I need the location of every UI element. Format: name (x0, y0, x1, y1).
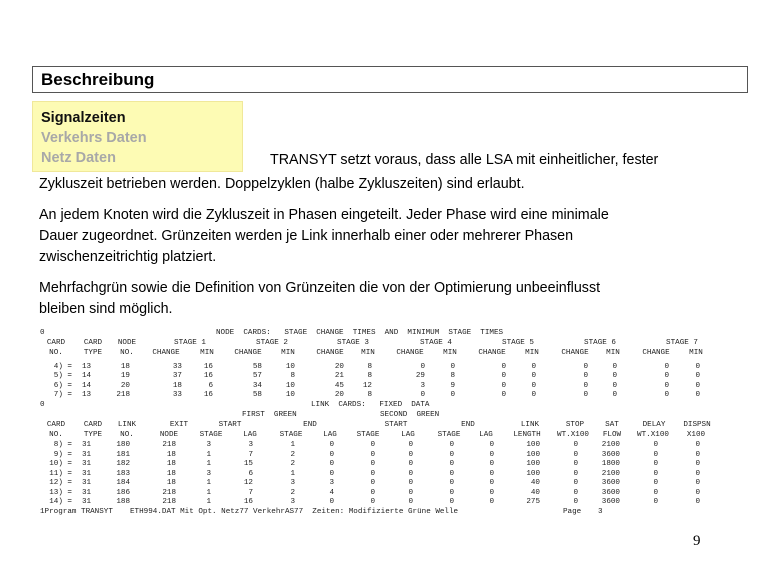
link-cell: 0 (370, 489, 375, 497)
link-cell: 18 (166, 479, 176, 487)
link-cell: 188 (116, 498, 130, 506)
node-col-header: NO. (49, 349, 63, 357)
link-col-header: NO. (120, 431, 134, 439)
node-cell: 6 (208, 382, 213, 390)
node-cell: 16 (203, 391, 213, 399)
link-cell: 7 (248, 451, 253, 459)
node-cell: 8 (450, 372, 455, 380)
section-title-box (32, 66, 748, 93)
link-cell: 186 (116, 489, 130, 497)
node-col-header: MIN (443, 349, 457, 357)
link-col-header: DISPSN (683, 421, 711, 429)
link-cell: 0 (329, 460, 334, 468)
link-col-header: STAGE (199, 431, 223, 439)
link-cell: 15 (243, 460, 253, 468)
node-col-header: CHANGE (396, 349, 424, 357)
stage-group-header: STAGE 7 (666, 339, 698, 347)
node-cell: 0 (583, 391, 588, 399)
body-line: An jedem Knoten wird die Zykluszeit in Phasen eingeteilt. Jeder Phase wird eine minimale (39, 207, 609, 223)
link-cell: 0 (573, 451, 578, 459)
link-col-header: STAGE (356, 431, 380, 439)
node-cards-title: NODE CARDS: STAGE CHANGE TIMES AND MINIMUM STAGE TIMES (216, 329, 504, 337)
link-cell: 0 (653, 479, 658, 487)
link-cell: 0 (370, 498, 375, 506)
link-cell: 3600 (601, 498, 620, 506)
link-cell: 0 (695, 470, 700, 478)
link-cell: 0 (408, 498, 413, 506)
node-cell: 0 (531, 391, 536, 399)
node-cell: 0 (501, 372, 506, 380)
body-line: Zykluszeit betrieben werden. Doppelzyklen (halbe Zykluszeiten) sind erlaubt. (39, 176, 525, 192)
node-cell: 18 (120, 363, 130, 371)
link-cell: 8) = (53, 441, 72, 449)
link-col-header: WT.X100 (637, 431, 669, 439)
node-cell: 218 (116, 391, 130, 399)
link-cell: 3600 (601, 451, 620, 459)
link-cell: 2 (290, 451, 295, 459)
nav-item-signalzeiten[interactable]: Signalzeiten (41, 110, 126, 126)
node-cell: 0 (664, 372, 669, 380)
node-cell: 0 (612, 391, 617, 399)
link-cell: 100 (526, 441, 540, 449)
link-cell: 0 (329, 470, 334, 478)
link-cell: 0 (449, 498, 454, 506)
node-cell: 7) = (53, 391, 72, 399)
node-cell: 0 (664, 391, 669, 399)
node-col-header: TYPE (83, 349, 103, 357)
node-col-header: MIN (606, 349, 620, 357)
link-col-header: NO. (49, 431, 63, 439)
node-cell: 18 (172, 382, 182, 390)
node-cell: 58 (252, 391, 262, 399)
link-cell: 1 (206, 451, 211, 459)
footer-page-value: 3 (598, 508, 603, 516)
link-cell: 0 (449, 470, 454, 478)
node-cell: 33 (172, 363, 182, 371)
node-col-header: CHANGE (316, 349, 344, 357)
link-cell: 31 (82, 498, 92, 506)
node-cell: 0 (695, 363, 700, 371)
link-cell: 0 (329, 441, 334, 449)
node-col-header: CARD (46, 339, 66, 347)
link-cell: 0 (449, 451, 454, 459)
node-cell: 0 (501, 382, 506, 390)
link-cell: 184 (116, 479, 130, 487)
link-cell: 0 (573, 441, 578, 449)
link-cell: 0 (573, 489, 578, 497)
link-cards-title: LINK CARDS: FIXED DATA (311, 401, 430, 409)
link-cell: 3600 (601, 479, 620, 487)
link-cell: 275 (526, 498, 540, 506)
link-cell: 0 (653, 441, 658, 449)
link-col-header: LAG (479, 431, 493, 439)
link-col-header: END (303, 421, 317, 429)
link-cell: 3 (290, 498, 295, 506)
link-cell: 218 (162, 441, 176, 449)
link-col-header: LINK (117, 421, 137, 429)
node-cell: 0 (501, 391, 506, 399)
link-cell: 31 (82, 451, 92, 459)
link-cell: 0 (329, 498, 334, 506)
body-line: Mehrfachgrün sowie die Definition von Grünzeiten die von der Optimierung unbeeinflusst (39, 280, 601, 296)
node-cell: 13 (82, 363, 92, 371)
node-cell: 0 (450, 363, 455, 371)
link-cell: 1 (206, 479, 211, 487)
link-col-header: START (218, 421, 242, 429)
node-cell: 0 (583, 363, 588, 371)
link-cell: 2 (290, 489, 295, 497)
link-cell: 0 (653, 498, 658, 506)
link-cell: 1800 (601, 460, 620, 468)
node-cell: 10 (285, 391, 295, 399)
node-cell: 4) = (53, 363, 72, 371)
link-cell: 100 (526, 451, 540, 459)
node-cell: 21 (334, 372, 344, 380)
link-cell: 0 (489, 470, 494, 478)
node-cell: 0 (450, 391, 455, 399)
link-cell: 0 (489, 441, 494, 449)
link-cell: 0 (370, 441, 375, 449)
link-cell: 0 (449, 441, 454, 449)
link-cell: 9) = (53, 451, 72, 459)
stage-group-header: STAGE 4 (420, 339, 452, 347)
link-cell: 31 (82, 479, 92, 487)
node-cell: 16 (203, 363, 213, 371)
node-cell: 0 (420, 391, 425, 399)
node-cell: 0 (695, 382, 700, 390)
link-cell: 0 (695, 489, 700, 497)
link-cell: 3 (206, 441, 211, 449)
nav-item-netz-daten[interactable]: Netz Daten (41, 150, 116, 166)
node-cell: 57 (252, 372, 262, 380)
link-cell: 3600 (601, 489, 620, 497)
second-green-header: SECOND GREEN (380, 411, 440, 419)
node-cell: 45 (334, 382, 344, 390)
node-cell: 20 (120, 382, 130, 390)
node-col-header: CHANGE (642, 349, 670, 357)
link-cell: 18 (166, 460, 176, 468)
link-marker: 0 (40, 401, 45, 409)
stage-group-header: STAGE 2 (256, 339, 288, 347)
link-cell: 0 (449, 460, 454, 468)
stage-group-header: STAGE 6 (584, 339, 616, 347)
node-cell: 0 (583, 382, 588, 390)
link-cell: 1 (206, 489, 211, 497)
link-cell: 3 (248, 441, 253, 449)
link-col-header: DELAY (642, 421, 666, 429)
node-col-header: MIN (361, 349, 375, 357)
link-cell: 0 (695, 479, 700, 487)
link-cell: 0 (573, 498, 578, 506)
node-cell: 0 (531, 372, 536, 380)
node-cell: 0 (501, 363, 506, 371)
link-cell: 100 (526, 460, 540, 468)
node-cell: 0 (583, 372, 588, 380)
link-cell: 0 (573, 470, 578, 478)
link-cell: 13) = (49, 489, 72, 497)
node-cell: 37 (172, 372, 182, 380)
link-col-header: STAGE (437, 431, 461, 439)
node-cell: 58 (252, 363, 262, 371)
link-col-header: WT.X100 (557, 431, 589, 439)
link-col-header: STAGE (279, 431, 303, 439)
first-green-header: FIRST GREEN (242, 411, 297, 419)
link-cell: 3 (206, 470, 211, 478)
node-marker: 0 (40, 329, 45, 337)
link-col-header: LAG (401, 431, 415, 439)
node-cell: 16 (203, 372, 213, 380)
link-cell: 2100 (601, 470, 620, 478)
body-line: bleiben sind möglich. (39, 301, 173, 317)
link-cell: 11) = (49, 470, 72, 478)
link-cell: 1 (206, 460, 211, 468)
slide-number: 9 (693, 533, 701, 549)
link-cell: 0 (449, 489, 454, 497)
node-col-header: MIN (281, 349, 295, 357)
link-cell: 0 (489, 451, 494, 459)
link-col-header: CARD (46, 421, 66, 429)
link-cell: 0 (408, 470, 413, 478)
link-cell: 0 (489, 489, 494, 497)
node-cell: 8 (367, 372, 372, 380)
link-cell: 1 (206, 498, 211, 506)
link-cell: 7 (248, 489, 253, 497)
node-cell: 0 (664, 382, 669, 390)
node-col-header: CHANGE (561, 349, 589, 357)
node-cell: 0 (531, 363, 536, 371)
stage-group-header: STAGE 3 (337, 339, 369, 347)
node-cell: 8 (367, 363, 372, 371)
link-cell: 0 (653, 470, 658, 478)
link-cell: 0 (408, 441, 413, 449)
node-cell: 29 (415, 372, 425, 380)
link-cell: 0 (695, 498, 700, 506)
node-cell: 3 (420, 382, 425, 390)
link-cell: 4 (329, 489, 334, 497)
link-cell: 180 (116, 441, 130, 449)
link-cell: 10) = (49, 460, 72, 468)
link-cell: 0 (329, 451, 334, 459)
node-col-header: CHANGE (234, 349, 262, 357)
link-col-header: X100 (686, 431, 706, 439)
link-cell: 0 (573, 479, 578, 487)
body-line: zwischenzeitrichtig platziert. (39, 249, 217, 265)
link-cell: 31 (82, 441, 92, 449)
link-col-header: LENGTH (513, 431, 541, 439)
link-cell: 0 (370, 451, 375, 459)
node-cell: 14 (82, 382, 92, 390)
link-cell: 6 (248, 470, 253, 478)
link-cell: 181 (116, 451, 130, 459)
node-cell: 0 (420, 363, 425, 371)
link-cell: 0 (408, 451, 413, 459)
link-cell: 100 (526, 470, 540, 478)
node-cell: 19 (120, 372, 130, 380)
link-cell: 31 (82, 489, 92, 497)
link-cell: 0 (695, 460, 700, 468)
link-cell: 1 (290, 470, 295, 478)
link-col-header: FLOW (602, 431, 622, 439)
link-cell: 12) = (49, 479, 72, 487)
link-col-header: LAG (243, 431, 257, 439)
footer-page-label: Page (563, 508, 582, 516)
link-col-header: EXIT (169, 421, 189, 429)
node-cell: 0 (664, 363, 669, 371)
body-line: Dauer zugeordnet. Grünzeiten werden je Link innerhalb einer oder mehrerer Phasen (39, 228, 574, 244)
node-cell: 6) = (53, 382, 72, 390)
node-cell: 10 (285, 382, 295, 390)
topic-nav (32, 101, 243, 172)
link-col-header: NODE (159, 431, 179, 439)
link-cell: 31 (82, 460, 92, 468)
node-cell: 33 (172, 391, 182, 399)
link-cell: 3 (290, 479, 295, 487)
link-cell: 12 (243, 479, 253, 487)
node-cell: 0 (531, 382, 536, 390)
link-col-header: LINK (520, 421, 540, 429)
link-col-header: SAT (605, 421, 619, 429)
node-col-header: MIN (689, 349, 703, 357)
link-cell: 0 (489, 498, 494, 506)
node-cell: 10 (285, 363, 295, 371)
link-cell: 0 (653, 451, 658, 459)
node-cell: 0 (612, 372, 617, 380)
link-cell: 0 (408, 460, 413, 468)
link-col-header: STOP (565, 421, 585, 429)
link-cell: 1 (290, 441, 295, 449)
link-col-header: START (384, 421, 408, 429)
link-cell: 14) = (49, 498, 72, 506)
node-cell: 5) = (53, 372, 72, 380)
link-cell: 183 (116, 470, 130, 478)
link-cell: 2 (290, 460, 295, 468)
link-cell: 40 (530, 479, 540, 487)
link-cell: 0 (489, 460, 494, 468)
link-cell: 3 (329, 479, 334, 487)
node-cell: 8 (290, 372, 295, 380)
node-cell: 20 (334, 363, 344, 371)
node-col-header: MIN (525, 349, 539, 357)
link-cell: 16 (243, 498, 253, 506)
body-line: TRANSYT setzt voraus, dass alle LSA mit einheitlicher, fester (270, 152, 659, 168)
link-cell: 31 (82, 470, 92, 478)
link-cell: 0 (489, 479, 494, 487)
link-cell: 0 (370, 479, 375, 487)
node-cell: 8 (367, 391, 372, 399)
link-cell: 2100 (601, 441, 620, 449)
node-cell: 34 (252, 382, 262, 390)
link-cell: 0 (449, 479, 454, 487)
link-cell: 0 (695, 451, 700, 459)
node-cell: 0 (612, 382, 617, 390)
node-cell: 14 (82, 372, 92, 380)
node-cell: 0 (695, 391, 700, 399)
link-col-header: END (461, 421, 475, 429)
link-cell: 218 (162, 498, 176, 506)
link-cell: 218 (162, 489, 176, 497)
node-cell: 12 (362, 382, 372, 390)
link-cell: 0 (653, 489, 658, 497)
link-cell: 0 (370, 470, 375, 478)
node-col-header: NODE (117, 339, 137, 347)
node-cell: 9 (450, 382, 455, 390)
link-col-header: TYPE (83, 431, 103, 439)
node-col-header: CARD (83, 339, 103, 347)
node-col-header: MIN (200, 349, 214, 357)
node-cell: 0 (612, 363, 617, 371)
link-cell: 0 (695, 441, 700, 449)
link-col-header: CARD (83, 421, 103, 429)
stage-group-header: STAGE 1 (174, 339, 206, 347)
section-title: Beschreibung (41, 70, 155, 89)
stage-group-header: STAGE 5 (502, 339, 534, 347)
link-col-header: LAG (323, 431, 337, 439)
link-cell: 0 (653, 460, 658, 468)
node-cell: 13 (82, 391, 92, 399)
node-col-header: CHANGE (478, 349, 506, 357)
link-cell: 18 (166, 470, 176, 478)
link-cell: 182 (116, 460, 130, 468)
link-cell: 0 (370, 460, 375, 468)
nav-item-verkehrs-daten[interactable]: Verkehrs Daten (41, 130, 147, 146)
node-col-header: CHANGE (152, 349, 180, 357)
node-cell: 0 (695, 372, 700, 380)
footer-description: ETH994.DAT Mit Opt. Netz77 VerkehrAS77 Zeiten: Modifizierte Grüne Welle (130, 508, 459, 516)
link-cell: 0 (573, 460, 578, 468)
link-cell: 40 (530, 489, 540, 497)
footer-program: 1Program TRANSYT (40, 508, 113, 516)
node-cell: 20 (334, 391, 344, 399)
link-cell: 0 (408, 489, 413, 497)
link-cell: 0 (408, 479, 413, 487)
link-cell: 18 (166, 451, 176, 459)
node-col-header: NO. (120, 349, 134, 357)
